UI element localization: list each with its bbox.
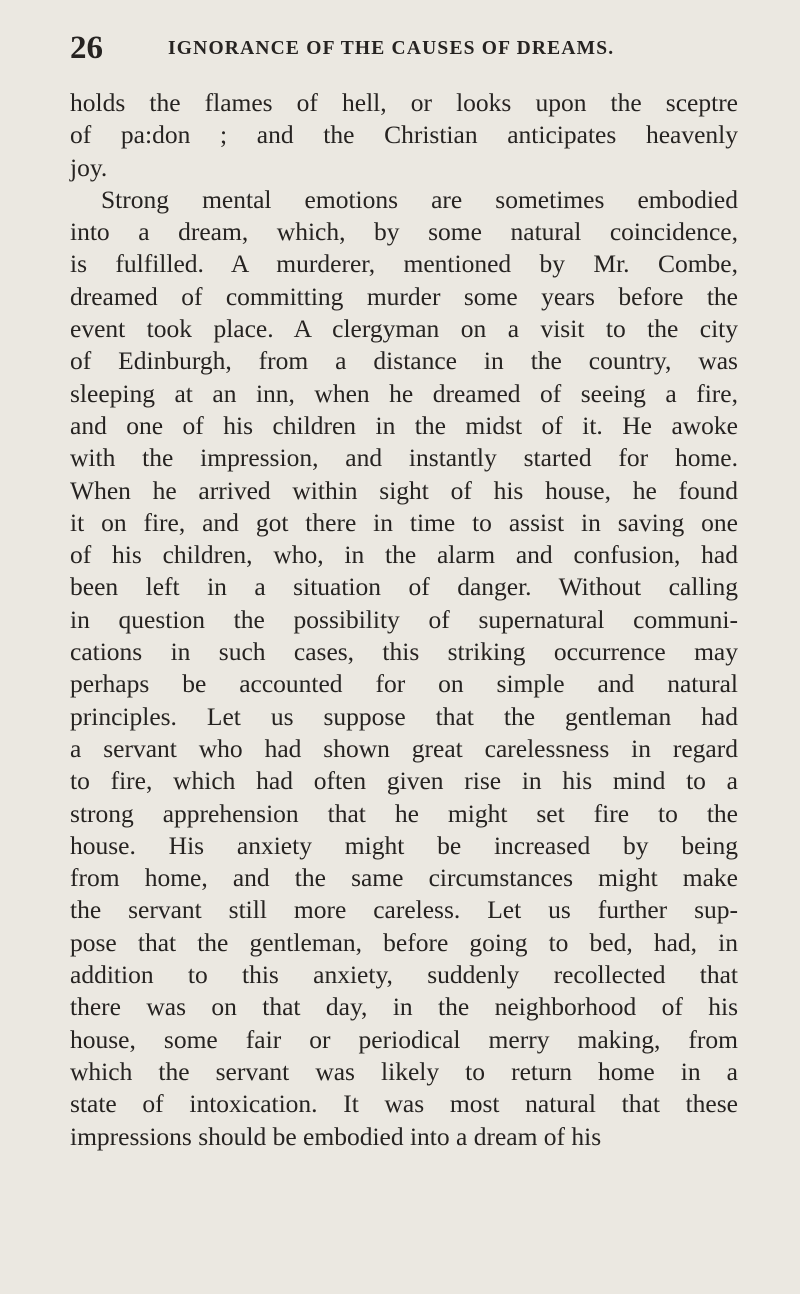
text-line: is fulfilled. A murderer, mentioned by Mr. Combe, — [70, 249, 738, 279]
text-line: of Edinburgh, from a distance in the country, was — [70, 346, 738, 376]
text-line: strong apprehension that he might set fire to the — [70, 798, 738, 828]
text-line: the servant still more careless. Let us further sup- — [70, 895, 738, 925]
paragraph-dreams-fulfilled — [70, 184, 738, 1153]
text-line: joy. — [70, 152, 108, 182]
text-line: to fire, which had often given rise in his mind to a — [70, 766, 738, 796]
text-line: addition to this anxiety, suddenly recollected that — [70, 960, 738, 990]
text-line: and one of his children in the midst of it. He awoke — [70, 410, 738, 440]
text-line: into a dream, which, by some natural coincidence, — [70, 217, 738, 247]
text-line: which the servant was likely to return home in a — [70, 1056, 738, 1086]
text-line: principles. Let us suppose that the gentleman had — [70, 701, 738, 731]
text-line: pose that the gentleman, before going to bed, had, in — [70, 927, 738, 957]
text-line: When he arrived within sight of his house, he found — [70, 475, 738, 505]
text-line: of his children, who, in the alarm and confusion, had — [70, 540, 738, 570]
running-title: IGNORANCE OF THE CAUSES OF DREAMS. — [168, 38, 615, 59]
text-line: of pa:don ; and the Christian anticipates heavenly — [70, 120, 738, 150]
text-line: house, some fair or periodical merry making, from — [70, 1024, 738, 1054]
body-text — [70, 87, 738, 1153]
text-line: impressions should be embodied into a dream of his — [70, 1121, 602, 1151]
text-line: it on fire, and got there in time to assist in saving one — [70, 507, 738, 537]
text-line: house. His anxiety might be increased by being — [70, 830, 738, 860]
text-line: state of intoxication. It was most natural that these — [70, 1089, 738, 1119]
text-line: from home, and the same circumstances might make — [70, 863, 738, 893]
text-line: dreamed of committing murder some years before the — [70, 281, 738, 311]
text-line: perhaps be accounted for on simple and natural — [70, 669, 738, 699]
page-header — [70, 26, 760, 70]
text-line: event took place. A clergyman on a visit to the city — [70, 314, 738, 344]
text-line: cations in such cases, this striking occurrence may — [70, 637, 738, 667]
text-line: in question the possibility of supernatural communi- — [70, 604, 738, 634]
text-line: there was on that day, in the neighborhood of his — [70, 992, 738, 1022]
text-line: sleeping at an inn, when he dreamed of seeing a fire, — [70, 378, 738, 408]
paragraph-continuation — [70, 87, 738, 184]
text-line: holds the flames of hell, or looks upon the sceptre — [70, 88, 738, 117]
text-line: a servant who had shown great carelessness in regard — [70, 733, 738, 763]
text-line: with the impression, and instantly started for home. — [70, 443, 738, 473]
page-number: 26 — [70, 30, 103, 66]
text-line: been left in a situation of danger. Without calling — [70, 572, 738, 602]
text-line: Strong mental emotions are sometimes embodied — [101, 184, 738, 214]
